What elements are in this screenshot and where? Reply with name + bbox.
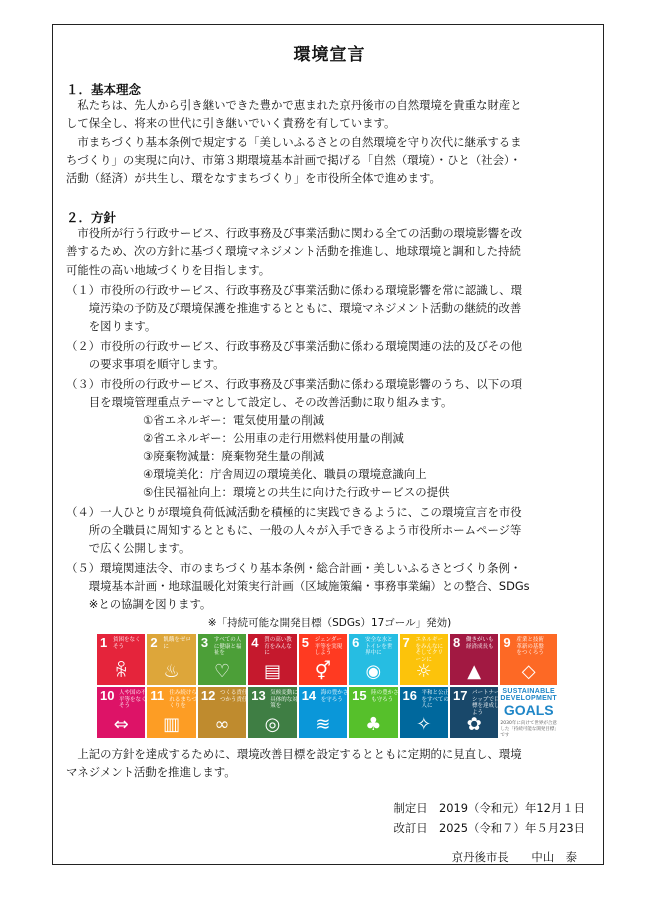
sdg-goal-1 [97, 634, 145, 685]
section2-heading: ２．方針 [66, 210, 117, 225]
theme-item: ③廃棄物減量：廃棄物発生量の削減 [143, 449, 325, 463]
sdg-goal-number: 1 [100, 635, 108, 650]
theme-item: ①省エネルギー：電気使用量の削減 [143, 413, 325, 427]
sdg-goal-number: 13 [251, 688, 266, 703]
policy-item-2: （２）市役所の行政サービス、行政事務及び事業活動に係わる環境関連の法的及びその他 [66, 339, 522, 353]
sdgs-goals-grid [97, 634, 557, 738]
infinity-icon: ∞ [214, 714, 230, 735]
sdg-goal-label: つくる責任つかう責任 [219, 690, 248, 703]
people-icon: ꆜ [114, 661, 129, 682]
sdg-goal-8 [450, 634, 498, 685]
page-title: 環境宣言 [293, 45, 366, 65]
sdg-goal-6 [349, 634, 397, 685]
sdg-goal-number: 12 [200, 688, 216, 703]
sdgs-logo-line3: GOALS [503, 701, 554, 718]
sdg-goal-5 [299, 634, 347, 685]
sdg-goal-number: 14 [301, 688, 317, 703]
mayor-signature: 京丹後市長 中山 泰 [451, 850, 577, 864]
theme-item: ②省エネルギー：公用車の走行用燃料使用量の削減 [143, 431, 404, 445]
heartbeat-icon: ♡ [213, 661, 231, 682]
section1-heading: １．基本理念 [66, 82, 142, 97]
book-icon: ▤ [263, 661, 281, 682]
sdg-goal-number: 2 [150, 635, 158, 650]
sdg-goal-number: 16 [402, 688, 418, 703]
theme-item: ④環境美化：庁舎周辺の環境美化、職員の環境意識向上 [143, 467, 427, 481]
tree-icon: ♣ [365, 714, 382, 735]
sdg-goal-number: 7 [402, 635, 410, 650]
policy-item-5: 環境基本計画・地球温暖化対策実行計画（区域施策編・事務事業編）との整合、SDGs [66, 579, 530, 593]
growth-chart-icon: ▲ [467, 661, 482, 682]
sdg-goal-label: 海の豊かさを守ろう [320, 690, 349, 703]
sdg-goal-9 [500, 634, 557, 685]
sdg-goal-label: 陸の豊かさも守ろう [371, 690, 399, 703]
sdg-goal-number: 10 [100, 688, 115, 703]
sdg-goal-label: 人や国の不平等をなくそう [119, 690, 147, 709]
policy-item-2: の要求事項を順守します。 [66, 357, 225, 371]
policy-item-1: を図ります。 [66, 319, 157, 333]
sdgs-logo-caption: 2030年に向けて世界が合意した「持続可能な開発目標」です [500, 720, 557, 738]
sdg-goal-number: 3 [200, 635, 209, 650]
sdg-goal-label: パートナーシップで目標を達成しよう [471, 690, 500, 716]
section1-line: 私たちは、先人から引き継いできた豊かで恵まれた京丹後市の自然環境を貴重な財産と [66, 98, 522, 112]
sdgs-note: ※「持続可能な開発目標（SDGs）17ゴール」発効) [207, 617, 452, 629]
sdg-goal-label: 気候変動に具体的な対策を [270, 690, 298, 709]
policy-item-1: （１）市役所の行政サービス、行政事務及び事業活動に係わる環境影響を常に認識し、環 [66, 283, 522, 297]
sdg-goal-label: 貧困をなくそう [113, 637, 141, 650]
water-icon: ◉ [365, 661, 382, 682]
sdg-goal-label: 平和と公正をすべての人に [421, 690, 450, 709]
sdg-goal-number: 9 [503, 635, 511, 650]
established-date: 制定日 2019（令和元）年12月１日 [393, 801, 585, 815]
section1-line: 市まちづくり基本条例で規定する「美しいふるさとの自然環境を守り次代に継承するま [66, 135, 522, 149]
sdg-goal-14 [299, 687, 347, 738]
closing-line: 上記の方針を達成するために、環境改善目標を設定するとともに定期的に見直し、環境 [66, 747, 522, 761]
revised-date: 改訂日 2025（令和７）年５月23日 [393, 821, 585, 835]
policy-item-3: （３）市役所の行政サービス、行政事務及び事業活動に係わる環境影響のうち、以下の項 [66, 377, 522, 391]
sun-icon: ☼ [415, 661, 432, 682]
sdg-goal-number: 4 [251, 635, 259, 650]
sdg-goal-number: 17 [452, 688, 468, 703]
policy-item-5: ※との協調を図ります。 [66, 597, 212, 611]
sdgs-logo-line2: DEVELOPMENT [500, 694, 557, 702]
sdg-goal-number: 11 [150, 688, 165, 703]
closing-line: マネジメント活動を推進します。 [66, 765, 236, 779]
section2-intro-line: 可能性の高い地域づくりを目指します。 [66, 263, 271, 277]
sdg-goal-number: 6 [352, 635, 360, 650]
policy-item-4: で広く公開します。 [66, 541, 191, 555]
section2-intro-line: 市役所が行う行政サービス、行政事務及び事業活動に関わる全ての活動の環境影響を改 [66, 226, 522, 240]
policy-item-5: （５）環境関連法令、市のまちづくり基本条例・総合計画・美しいふるさとづくり条例・ [66, 561, 522, 575]
sdg-goal-label: 住み続けられるまちづくりを [169, 690, 197, 709]
gender-icon: ⚥ [314, 661, 332, 682]
sdg-goal-label: ジェンダー平等を実現しよう [314, 637, 343, 656]
sdg-goal-12 [198, 687, 246, 738]
flower-icon: ✿ [466, 714, 482, 735]
sdg-goal-11 [147, 687, 195, 738]
eye-icon: ◎ [264, 714, 281, 735]
sdg-goal-3 [198, 634, 246, 685]
sdg-goal-2 [147, 634, 195, 685]
sdg-goal-4 [248, 634, 296, 685]
equality-icon: ⇔ [113, 714, 129, 735]
sdg-goal-label: 働きがいも経済成長も [465, 637, 494, 650]
sdg-goal-16 [400, 687, 448, 738]
cubes-icon: ◇ [521, 661, 536, 682]
policy-item-4: 所の全職員に周知するとともに、一般の人々が入手できるよう市役所ホームページ等 [66, 523, 522, 537]
policy-item-1: 境汚染の予防及び環境保護を推進するとともに、環境マネジメント活動の継続的改善 [66, 301, 522, 315]
fish-icon: ≋ [315, 714, 331, 735]
policy-item-4: （４）一人ひとりが環境負荷低減活動を積極的に実践できるように、この環境宣言を市役 [66, 505, 522, 519]
section2-intro-line: 善するため、次の方針に基づく環境マネジメント活動を推進し、地球環境と調和した持続 [66, 244, 521, 258]
sdg-goal-17 [450, 687, 498, 738]
dove-icon: ✧ [416, 714, 432, 735]
sdgs-logo-line1: SUSTAINABLE [502, 687, 555, 695]
sdg-goal-label: すべての人に健康と福祉を [213, 637, 242, 656]
sdg-goal-number: 5 [301, 635, 309, 650]
sdg-goal-10 [97, 687, 145, 738]
sdg-goal-label: 産業と技術革新の基盤をつくろう [516, 637, 544, 656]
theme-item: ⑤住民福祉向上：環境との共生に向けた行政サービスの提供 [143, 485, 450, 499]
sdg-goal-13 [248, 687, 296, 738]
sdg-goal-15 [349, 687, 397, 738]
sdg-goal-number: 8 [452, 635, 461, 650]
sdg-goal-label: 安全な水とトイレを世界中に [365, 637, 393, 656]
section1-line: 活動（経済）が共生し、環をなすまちづくり」を市役所全体で進めます。 [66, 171, 441, 185]
sdg-goal-label: エネルギーをみんなにそしてクリーンに [415, 637, 444, 663]
sdg-goal-label: 飢餓をゼロに [163, 637, 191, 650]
bowl-icon: ♨ [163, 661, 180, 682]
sdg-goal-label: 質の高い教育をみんなに [264, 637, 292, 656]
section1-line: して保全し、将来の世代に引き継いでいく責務を有しています。 [66, 116, 396, 130]
sdgs-logo [500, 687, 557, 738]
buildings-icon: ▥ [163, 714, 181, 735]
section1-line: ちづくり」の実現に向け、市第３期環境基本計画で掲げる「自然（環境）・ひと（社会）・ [66, 153, 522, 167]
sdg-goal-7 [400, 634, 448, 685]
sdg-goal-number: 15 [352, 688, 367, 703]
policy-item-3: 目を環境管理重点テーマとして設定し、その改善活動に取り組みます。 [66, 395, 453, 409]
